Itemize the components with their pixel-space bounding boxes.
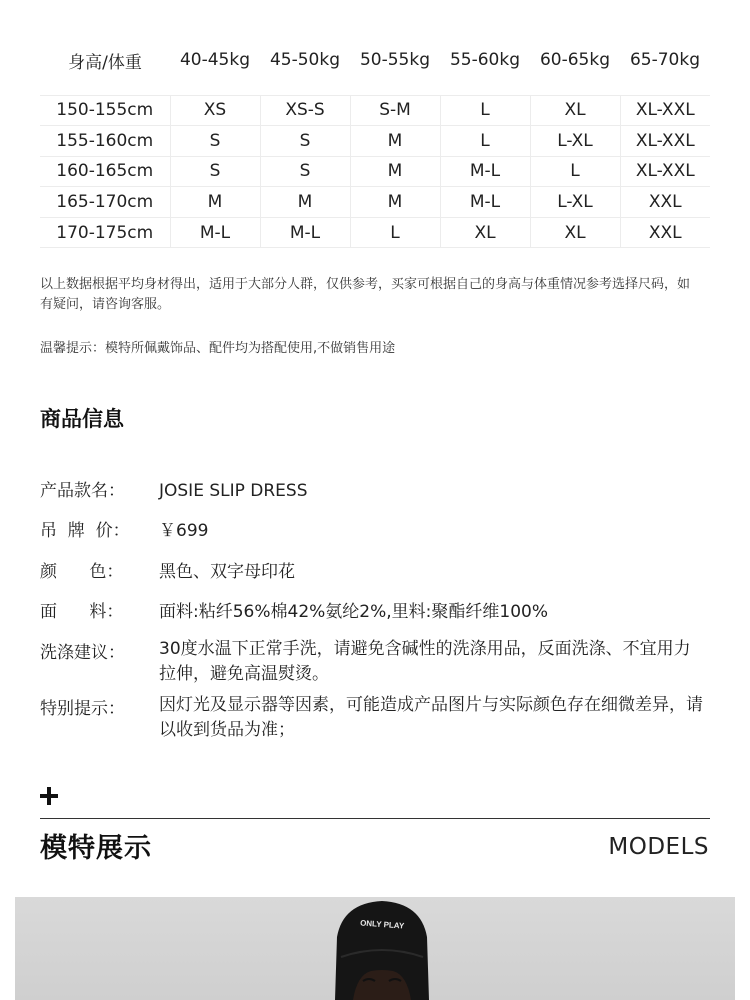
info-label: 颜 色：: [40, 562, 124, 582]
table-cell: XL-XXL: [620, 95, 710, 126]
table-cell: S: [260, 156, 350, 187]
header-cell: 45-50kg: [269, 50, 341, 70]
models-title: 模特展示: [40, 833, 152, 864]
table-cell: XXL: [620, 187, 710, 218]
table-cell: S-M: [350, 95, 440, 126]
table-row: [40, 187, 710, 218]
table-cell: S: [170, 156, 260, 187]
table-cell: 155-160cm: [40, 126, 170, 157]
table-cell: M: [170, 187, 260, 218]
size-chart-header: [40, 40, 710, 80]
info-value: JOSIE SLIP DRESS: [159, 481, 308, 501]
header-cell: 身高/体重: [68, 52, 142, 73]
table-cell: M: [260, 187, 350, 218]
table-cell: L-XL: [530, 126, 620, 157]
header-cell: 55-60kg: [449, 50, 521, 70]
size-note: 以上数据根据平均身材得出，适用于大部分人群，仅供参考，买家可根据自己的身高与体重情况参考选择尺码，如有疑问，请咨询客服。: [40, 277, 691, 312]
table-cell: XS: [170, 95, 260, 126]
models-subtitle: MODELS: [608, 834, 709, 860]
plus-icon: [40, 787, 58, 805]
table-row: [40, 95, 710, 126]
table-cell: L: [350, 217, 440, 248]
table-cell: 160-165cm: [40, 156, 170, 187]
table-cell: M-L: [440, 156, 530, 187]
product-info-title: 商品信息: [40, 407, 124, 431]
model-photo: [15, 897, 735, 1000]
info-value: 面料:粘纤56%棉42%氨纶2%,里料:聚酯纤维100%: [159, 602, 548, 622]
bucket-hat-image: [313, 897, 451, 1000]
table-cell: M: [350, 156, 440, 187]
table-cell: 165-170cm: [40, 187, 170, 218]
table-cell: XL: [440, 217, 530, 248]
info-value: 因灯光及显示器等因素，可能造成产品图片与实际颜色存在细微差异，请以收到货品为准；: [159, 695, 703, 740]
table-cell: L: [440, 126, 530, 157]
info-value: 黑色、双字母印花: [159, 562, 295, 582]
table-cell: M-L: [440, 187, 530, 218]
table-cell: M: [350, 187, 440, 218]
table-cell: L: [440, 95, 530, 126]
hat-logo: ONLY PLAY: [359, 918, 405, 931]
table-cell: M-L: [260, 217, 350, 248]
table-row: [40, 156, 710, 187]
table-cell: XL: [530, 217, 620, 248]
header-cell: 65-70kg: [629, 50, 701, 70]
header-cell: 50-55kg: [359, 50, 431, 70]
table-cell: XS-S: [260, 95, 350, 126]
size-chart-table: [40, 40, 710, 248]
table-cell: M: [350, 126, 440, 157]
header-cell: 40-45kg: [179, 50, 251, 70]
table-cell: L-XL: [530, 187, 620, 218]
header-cell: 60-65kg: [539, 50, 611, 70]
info-value: ￥699: [159, 521, 209, 541]
info-value: 30度水温下正常手洗，请避免含碱性的洗涤用品，反面洗涤、不宜用力拉伸，避免高温熨烫。: [159, 639, 691, 684]
info-label: 产品款名：: [40, 481, 125, 501]
table-cell: 170-175cm: [40, 217, 170, 248]
table-cell: XL: [530, 95, 620, 126]
table-row: [40, 217, 710, 248]
table-cell: S: [170, 126, 260, 157]
table-cell: XL-XXL: [620, 156, 710, 187]
info-label: 吊 牌 价：: [40, 521, 130, 541]
table-cell: XL-XXL: [620, 126, 710, 157]
table-row: [40, 126, 710, 157]
table-cell: M-L: [170, 217, 260, 248]
info-label: 面 料：: [40, 602, 124, 622]
table-cell: L: [530, 156, 620, 187]
table-cell: XXL: [620, 217, 710, 248]
table-cell: 150-155cm: [40, 95, 170, 126]
accessory-note: 温馨提示：模特所佩戴饰品、配件均为搭配使用,不做销售用途: [40, 341, 396, 356]
section-divider: [40, 818, 710, 819]
table-cell: S: [260, 126, 350, 157]
info-label: 洗涤建议：: [40, 643, 125, 663]
info-label: 特别提示：: [40, 699, 125, 719]
